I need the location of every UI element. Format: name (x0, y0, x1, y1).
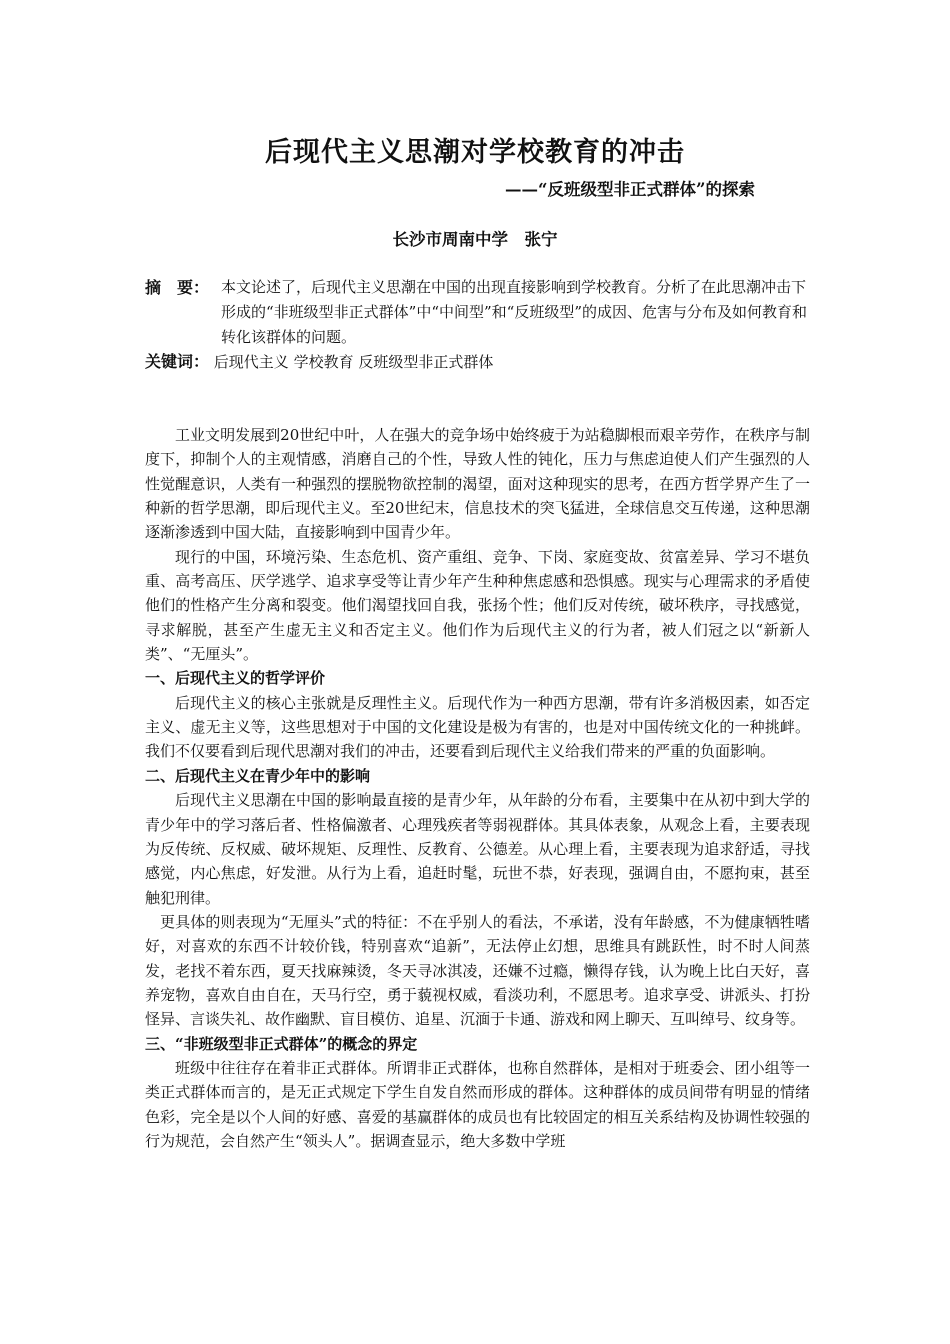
abstract-text: 本文论述了，后现代主义思潮在中国的出现直接影响到学校教育。分析了在此思潮冲击下形成的“非班级型非正式群体”中“中间型”和“反班级型”的成因、危害与分布及如何教育和转化该群体的问题。 (221, 278, 808, 346)
keywords-label: 关键词： (145, 352, 210, 371)
section-heading: 三、“非班级型非正式群体”的概念的界定 (145, 1034, 418, 1053)
document-body (145, 423, 810, 1153)
abstract-block (145, 275, 810, 350)
paragraph: 工业文明发展到20世纪中叶，人在强大的竞争场中始终疲于为站稳脚根而艰辛劳作，在秩序与制度下，抑制个人的主观情感，消磨自己的个性，导致人性的钝化，压力与焦虑迫使人们产生强烈的人性觉醒意识，人类有一种强烈的摆脱物欲控制的渴望，面对这种现实的思考，在西方哲学界产生了一种新的哲学思潮，即后现代主义。至20世纪末，信息技术的突飞猛进，全球信息交互传递，这种思潮逐渐渗透到中国大陆，直接影响到中国青少年。 (145, 426, 810, 542)
keywords-block (145, 349, 810, 375)
author-line: 长沙市周南中学 张宁 (392, 230, 558, 249)
paragraph: 现行的中国，环境污染、生态危机、资产重组、竞争、下岗、家庭变故、贫富差异、学习不堪负重、高考高压、厌学逃学、追求享受等让青少年产生种种焦虑感和恐惧感。现实与心理需求的矛盾使他们的性格产生分离和裂变。他们渴望找回自我，张扬个性；他们反对传统，破坏秩序，寻找感觉，寻求解脱，甚至产生虚无主义和否定主义。他们作为后现代主义的行为者，被人们冠之以“新新人类”、“无厘头”。 (145, 547, 810, 664)
paragraph: 班级中往往存在着非正式群体。所谓非正式群体，也称自然群体，是相对于班委会、团小组等一类正式群体而言的，是无正式规定下学生自发自然而形成的群体。这种群体的成员间带有明显的情绪色彩，完全是以个人间的好感、喜爱的基赢群体的成员也有比较固定的相互关系结构及协调性较强的行为规范，会自然产生“领头人”。据调查显示，绝大多数中学班 (145, 1058, 810, 1150)
document-subtitle: ——“反班级型非正式群体”的探索 (505, 180, 755, 199)
keywords-text: 后现代主义 学校教育 反班级型非正式群体 (213, 353, 494, 371)
paragraph: 后现代主义思潮在中国的影响最直接的是青少年，从年龄的分布看，主要集中在从初中到大学的青少年中的学习落后者、性格偏激者、心理残疾者等弱视群体。其具体表象，从观念上看，主要表现为反传统、反权威、破坏规矩、反理性、反教育、公德差。从心理上看，主要表现为追求舒适，寻找感觉，内心焦虑，好发泄。从行为上看，追赶时髦，玩世不恭，好表现，强调自由，不愿拘束，甚至触犯刑律。 (145, 791, 810, 907)
section-heading: 一、后现代主义的哲学评价 (145, 669, 326, 688)
section-heading: 二、后现代主义在青少年中的影响 (145, 766, 371, 785)
abstract-label: 摘 要： (145, 278, 210, 297)
document-title: 后现代主义思潮对学校教育的冲击 (265, 137, 685, 168)
paragraph: 更具体的则表现为“无厘头”式的特征：不在乎别人的看法，不承诺，没有年龄感，不为健康牺牲嗜好，对喜欢的东西不计较价钱，特别喜欢“追新”，无法停止幻想，思维具有跳跃性，时不时人间蒸发，老找不着东西，夏天找麻辣烫，冬天寻冰淇凌，还嫌不过瘾，懒得存钱，认为晚上比白天好，喜养宠物，喜欢自由自在，天马行空，勇于藐视权威，看淡功利，不愿思考。追求享受、讲派头、打扮怪异、言谈失礼、故作幽默、盲目模仿、追星、沉湎于卡通、游戏和网上聊天、互叫绰号、纹身等。 (145, 912, 810, 1029)
paragraph: 后现代主义的核心主张就是反理性主义。后现代作为一种西方思潮，带有许多消极因素，如否定主义、虚无主义等，这些思想对于中国的文化建设是极为有害的，也是对中国传统文化的一种挑衅。我们不仅要看到后现代思潮对我们的冲击，还要看到后现代主义给我们带来的严重的负面影响。 (145, 693, 810, 761)
